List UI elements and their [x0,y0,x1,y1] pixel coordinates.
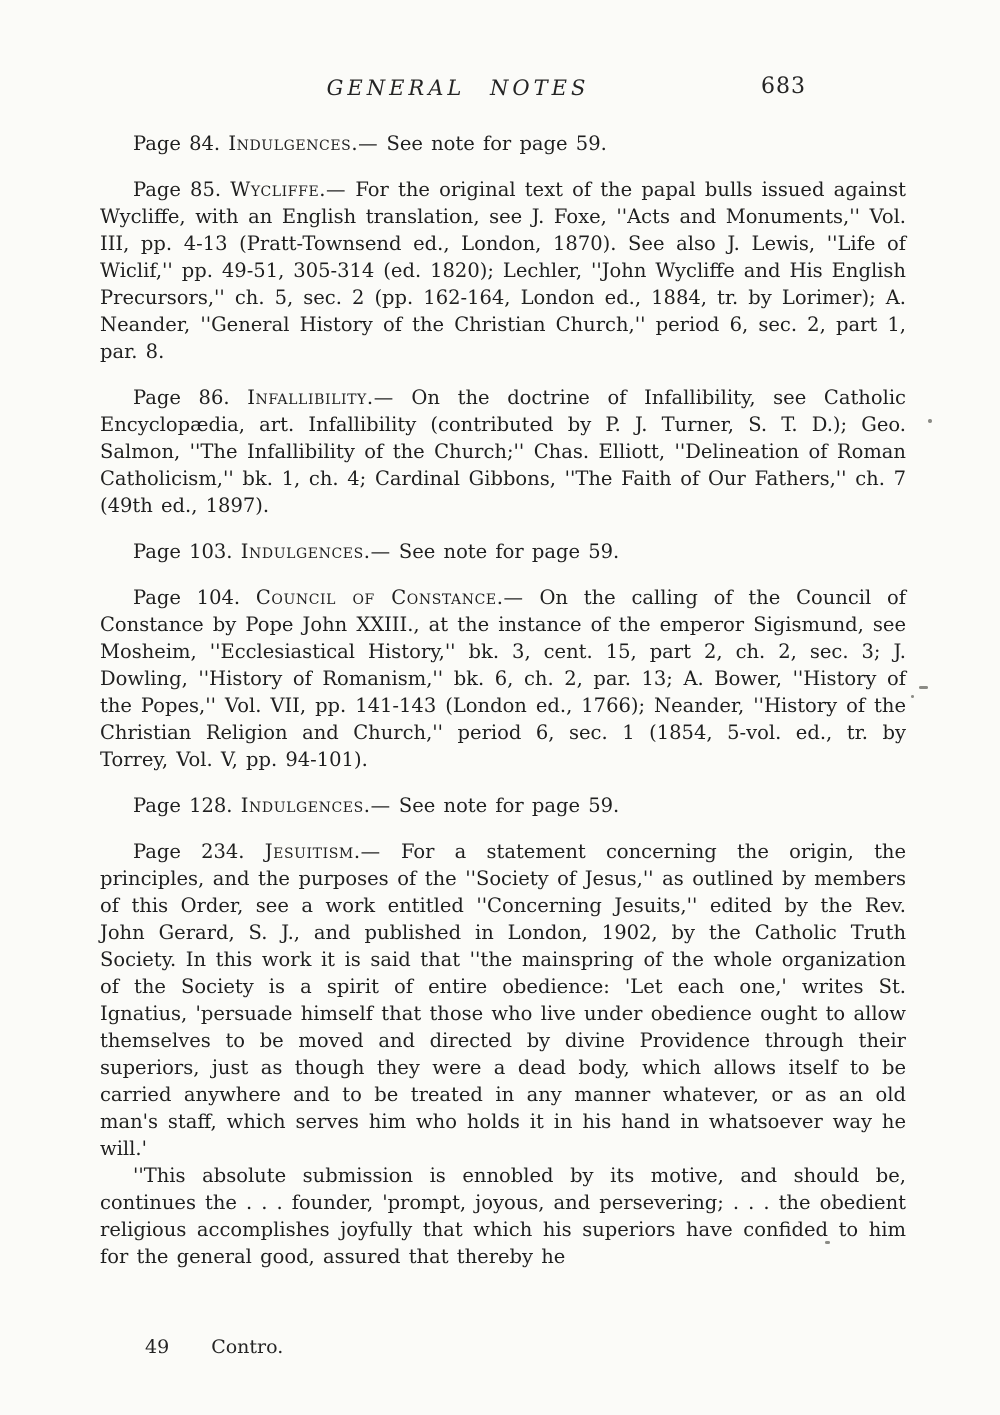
note-title: Indulgences.— [240,540,391,563]
note-title: Infallibility.— [247,386,394,409]
note-body: See note for page 59. [378,132,607,155]
note-body: See note for page 59. [390,794,620,817]
note-title: Jesuitism.— [264,840,381,863]
page-number: 683 [761,74,806,99]
note-page-ref: Page 103. [133,540,241,563]
signature-number: 49 [145,1336,170,1358]
printer-signature [145,1336,283,1358]
scan-speck [928,419,932,423]
note-body: On the doctrine of Infallibility, see Catholic Encyclopædia, art. Infallibility (contributed by P. J. Turner, S. T. D.); Geo. Salmon, ''The Infallibility of the Church;'' Chas. Elliott, ''Delineation of Roman Catholicism,'' bk. 1, ch. 4; Cardinal Gibbons, ''The Faith of Our Fathers,'' ch. 7 (49th ed., 1897). [100,386,906,517]
note-page-ref: Page 85. [133,178,231,201]
note-body: On the calling of the Council of Constance by Pope John XXIII., at the instance of the emperor Sigismund, see Mosheim, ''Ecclesiastical History,'' bk. 3, cent. 15, part 2, ch. 2, sec. 3; J. Dowling, ''History of Romanism,'' bk. 6, ch. 2, par. 13; A. Bower, ''History of the Popes,'' Vol. VII, pp. 141-143 (London ed., 1766); Neander, ''History of the Christian Religion and Church,'' period 6, sec. 1 (1854, 5-vol. ed., tr. by Torrey, Vol. V, pp. 94-101). [100,586,906,771]
quote-continuation-paragraph [100,1162,906,1270]
note-body: For a statement concerning the origin, the principles, and the purposes of the ''Society of Jesus,'' as outlined by members of this Order, see a work entitled ''Concerning Jesuits,'' edited by the Rev. John Gerard, S. J., and published in London, 1902, by the Catholic Truth Society. In this work it is said that ''the mainspring of the whole organization of the Society is a spirit of entire obedience: 'Let each one,' writes St. Ignatius, 'persuade himself that those who live under obedience ought to allow themselves to be moved and directed by divine Providence through their superiors, just as though they were a dead body, which allows itself to be carried anywhere and to be treated in any manner whatever, or as an old man's staff, which serves him who holds it in his hand in whatsoever way he will.' [100,840,907,1160]
running-head [100,76,906,106]
note-title: Council of Constance.— [255,586,524,609]
note-body: For the original text of the papal bulls issued against Wycliffe, with an English translation, see J. Foxe, ''Acts and Monuments,'' Vol. III, pp. 4-13 (Pratt-Townsend ed., London, 1870). See also J. Lewis, ''Life of Wiclif,'' pp. 49-51, 305-314 (ed. 1820); Lechler, ''John Wycliffe and His English Precursors,'' ch. 5, sec. 2 (pp. 162-164, London ed., 1884, tr. by Lorimer); A. Neander, ''General History of the Christian Church,'' period 6, sec. 2, part 1, par. 8. [100,178,906,363]
note-page-ref: Page 86. [133,386,248,409]
note-paragraph [100,176,906,365]
note-page-ref: Page 104. [133,586,256,609]
note-title: Wycliffe.— [230,178,347,201]
note-body: See note for page 59. [390,540,620,563]
page-title: GENERAL NOTES [326,76,590,100]
note-title: Indulgences.— [240,794,391,817]
note-paragraph [100,792,906,819]
note-paragraph [100,538,906,565]
scan-speck [825,1241,830,1244]
note-title: Indulgences.— [228,132,379,155]
note-paragraph [100,130,906,157]
note-paragraph [100,838,906,1162]
note-page-ref: Page 234. [133,840,265,863]
note-paragraph [100,384,906,519]
scan-speck [911,695,914,698]
note-page-ref: Page 84. [133,132,229,155]
note-paragraph [100,584,906,773]
note-body: ''This absolute submission is ennobled by its motive, and should be, continues the . . . founder, 'prompt, joyous, and persevering; . . . the obedient religious accomplishes joyfully that which his superiors have confided to him for the general good, assured that thereby he [100,1164,906,1268]
scan-speck [919,686,928,689]
note-page-ref: Page 128. [133,794,241,817]
signature-word: Contro. [211,1336,284,1358]
